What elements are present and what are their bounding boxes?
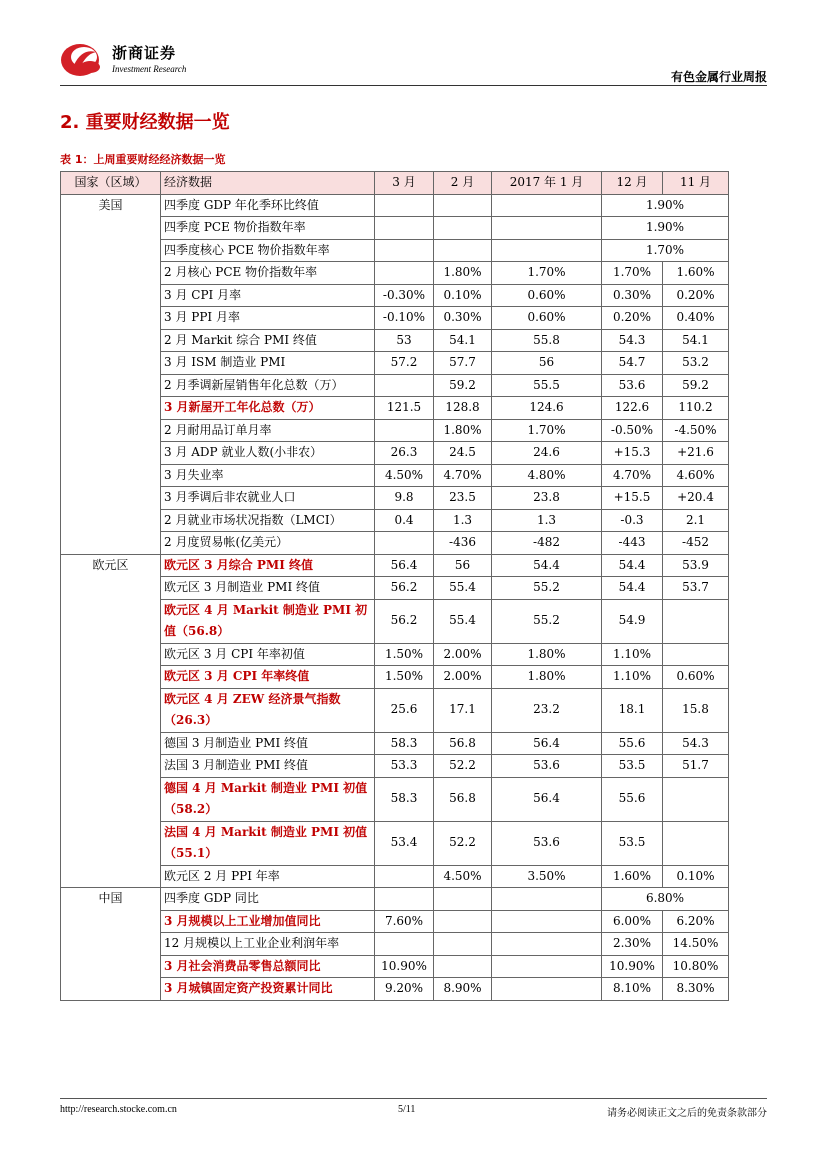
value-cell: 1.3 [492, 509, 602, 532]
country-cell [61, 532, 161, 555]
column-header: 12 月 [602, 172, 663, 195]
indicator-label: 欧元区 3 月制造业 PMI 终值 [161, 577, 375, 600]
value-cell [492, 955, 602, 978]
value-cell [375, 239, 434, 262]
value-cell: 53.4 [375, 821, 434, 865]
value-cell: 57.2 [375, 352, 434, 375]
value-cell: 128.8 [434, 397, 492, 420]
value-cell [375, 194, 434, 217]
value-cell: 56.4 [375, 554, 434, 577]
value-cell [434, 910, 492, 933]
value-cell: 0.20% [663, 284, 729, 307]
value-cell: 1.60% [602, 865, 663, 888]
value-cell: 4.70% [602, 464, 663, 487]
value-cell: 58.3 [375, 732, 434, 755]
table-row [61, 284, 729, 307]
indicator-label: 四季度 GDP 年化季环比终值 [161, 194, 375, 217]
column-header: 经济数据 [161, 172, 375, 195]
footer-disclaimer: 请务必阅读正文之后的免责条款部分 [607, 1108, 767, 1119]
indicator-label: 3 月社会消费品零售总额同比 [161, 955, 375, 978]
value-cell: 10.80% [663, 955, 729, 978]
table-row [61, 688, 729, 732]
value-cell: 1.50% [375, 643, 434, 666]
value-cell: -4.50% [663, 419, 729, 442]
country-cell [61, 262, 161, 285]
merged-value-cell: 1.90% [602, 194, 729, 217]
value-cell: -436 [434, 532, 492, 555]
value-cell: 24.5 [434, 442, 492, 465]
value-cell: 0.20% [602, 307, 663, 330]
value-cell: 54.1 [434, 329, 492, 352]
value-cell: 56.4 [492, 777, 602, 821]
table-row [61, 307, 729, 330]
value-cell: 14.50% [663, 933, 729, 956]
company-name-cn: 浙商证券 [112, 44, 177, 62]
value-cell: 121.5 [375, 397, 434, 420]
country-cell [61, 487, 161, 510]
header-divider [60, 85, 767, 86]
indicator-label: 2 月季调新屋销售年化总数（万） [161, 374, 375, 397]
value-cell: 56 [434, 554, 492, 577]
indicator-label: 2 月核心 PCE 物价指数年率 [161, 262, 375, 285]
table-row [61, 821, 729, 865]
value-cell: 53.5 [602, 821, 663, 865]
column-header: 3 月 [375, 172, 434, 195]
indicator-label: 3 月城镇固定资产投资累计同比 [161, 978, 375, 1001]
value-cell: 15.8 [663, 688, 729, 732]
table-header-row [61, 172, 729, 195]
value-cell: 1.80% [492, 643, 602, 666]
table-row [61, 239, 729, 262]
indicator-label: 3 月 ISM 制造业 PMI [161, 352, 375, 375]
value-cell [663, 821, 729, 865]
table-row [61, 329, 729, 352]
value-cell: 53.3 [375, 755, 434, 778]
indicator-label: 四季度 PCE 物价指数年率 [161, 217, 375, 240]
table-row [61, 777, 729, 821]
table-row [61, 933, 729, 956]
indicator-label: 法国 3 月制造业 PMI 终值 [161, 755, 375, 778]
value-cell: 53.7 [663, 577, 729, 600]
value-cell: 124.6 [492, 397, 602, 420]
country-cell [61, 419, 161, 442]
indicator-label: 德国 4 月 Markit 制造业 PMI 初值（58.2） [161, 777, 375, 821]
country-cell [61, 688, 161, 732]
value-cell: 53.9 [663, 554, 729, 577]
table-row [61, 599, 729, 643]
footer-divider [60, 1098, 767, 1099]
value-cell: 0.60% [492, 284, 602, 307]
value-cell: 8.10% [602, 978, 663, 1001]
country-cell [61, 352, 161, 375]
report-title: 有色金属行业周报 [670, 70, 767, 84]
value-cell: 4.60% [663, 464, 729, 487]
indicator-label: 2 月就业市场状况指数（LMCI） [161, 509, 375, 532]
value-cell: 0.30% [434, 307, 492, 330]
country-cell [61, 329, 161, 352]
value-cell [663, 599, 729, 643]
value-cell: 52.2 [434, 755, 492, 778]
value-cell: 0.4 [375, 509, 434, 532]
indicator-label: 欧元区 3 月综合 PMI 终值 [161, 554, 375, 577]
table-row [61, 888, 729, 911]
value-cell: 122.6 [602, 397, 663, 420]
country-cell [61, 442, 161, 465]
value-cell: 1.70% [602, 262, 663, 285]
value-cell: -452 [663, 532, 729, 555]
value-cell: 17.1 [434, 688, 492, 732]
value-cell: -0.10% [375, 307, 434, 330]
value-cell [492, 888, 602, 911]
value-cell [492, 910, 602, 933]
value-cell: 3.50% [492, 865, 602, 888]
country-cell [61, 397, 161, 420]
value-cell: 0.40% [663, 307, 729, 330]
indicator-label: 3 月失业率 [161, 464, 375, 487]
page-number: 5/11 [398, 1104, 416, 1115]
value-cell [434, 194, 492, 217]
table-row [61, 487, 729, 510]
value-cell: 1.80% [434, 419, 492, 442]
country-cell: 中国 [61, 888, 161, 911]
value-cell: 56.4 [492, 732, 602, 755]
value-cell: 10.90% [602, 955, 663, 978]
country-cell [61, 577, 161, 600]
country-cell [61, 978, 161, 1001]
table-row [61, 865, 729, 888]
country-cell [61, 666, 161, 689]
value-cell: 54.4 [602, 554, 663, 577]
table-row [61, 509, 729, 532]
indicator-label: 欧元区 4 月 ZEW 经济景气指数（26.3） [161, 688, 375, 732]
column-header: 国家（区域） [61, 172, 161, 195]
value-cell [434, 888, 492, 911]
value-cell: 1.80% [434, 262, 492, 285]
value-cell: 55.2 [492, 599, 602, 643]
table-row [61, 419, 729, 442]
value-cell: 4.70% [434, 464, 492, 487]
value-cell: 10.90% [375, 955, 434, 978]
indicator-label: 德国 3 月制造业 PMI 终值 [161, 732, 375, 755]
country-cell: 美国 [61, 194, 161, 217]
column-header: 2017 年 1 月 [492, 172, 602, 195]
page-header [60, 38, 767, 88]
merged-value-cell: 6.80% [602, 888, 729, 911]
value-cell: 2.30% [602, 933, 663, 956]
column-header: 11 月 [663, 172, 729, 195]
value-cell: 54.7 [602, 352, 663, 375]
country-cell [61, 374, 161, 397]
value-cell: 23.8 [492, 487, 602, 510]
table-row [61, 262, 729, 285]
country-cell [61, 910, 161, 933]
value-cell [375, 419, 434, 442]
indicator-label: 3 月季调后非农就业人口 [161, 487, 375, 510]
value-cell [375, 888, 434, 911]
table-row [61, 755, 729, 778]
indicator-label: 3 月 CPI 月率 [161, 284, 375, 307]
value-cell: 58.3 [375, 777, 434, 821]
merged-value-cell: 1.90% [602, 217, 729, 240]
value-cell: 9.20% [375, 978, 434, 1001]
value-cell: 0.60% [663, 666, 729, 689]
country-cell [61, 643, 161, 666]
value-cell: 0.10% [663, 865, 729, 888]
value-cell: 4.50% [434, 865, 492, 888]
table-row [61, 352, 729, 375]
value-cell [492, 239, 602, 262]
value-cell [492, 933, 602, 956]
value-cell: 6.20% [663, 910, 729, 933]
value-cell [434, 239, 492, 262]
value-cell: 55.6 [602, 777, 663, 821]
value-cell: 56.8 [434, 777, 492, 821]
value-cell: 54.4 [602, 577, 663, 600]
indicator-label: 欧元区 3 月 CPI 年率初值 [161, 643, 375, 666]
value-cell: 53 [375, 329, 434, 352]
value-cell: 8.30% [663, 978, 729, 1001]
value-cell: 59.2 [434, 374, 492, 397]
value-cell [663, 777, 729, 821]
value-cell: 57.7 [434, 352, 492, 375]
value-cell: 1.80% [492, 666, 602, 689]
value-cell: 4.50% [375, 464, 434, 487]
value-cell: 23.5 [434, 487, 492, 510]
country-cell [61, 732, 161, 755]
value-cell [434, 217, 492, 240]
country-cell [61, 821, 161, 865]
value-cell [434, 955, 492, 978]
value-cell: 26.3 [375, 442, 434, 465]
value-cell: 1.3 [434, 509, 492, 532]
footer-url[interactable]: http://research.stocke.com.cn [60, 1104, 177, 1115]
country-cell [61, 284, 161, 307]
value-cell: 23.2 [492, 688, 602, 732]
table-row [61, 464, 729, 487]
value-cell: 24.6 [492, 442, 602, 465]
merged-value-cell: 1.70% [602, 239, 729, 262]
value-cell: 55.4 [434, 599, 492, 643]
indicator-label: 四季度 GDP 同比 [161, 888, 375, 911]
value-cell: 1.60% [663, 262, 729, 285]
value-cell [492, 194, 602, 217]
table-row [61, 955, 729, 978]
table-row [61, 554, 729, 577]
value-cell: 56.8 [434, 732, 492, 755]
country-cell [61, 933, 161, 956]
country-cell [61, 865, 161, 888]
table-row [61, 194, 729, 217]
value-cell: 55.5 [492, 374, 602, 397]
column-header: 2 月 [434, 172, 492, 195]
value-cell: 1.70% [492, 262, 602, 285]
value-cell: 8.90% [434, 978, 492, 1001]
table-row [61, 910, 729, 933]
value-cell: 51.7 [663, 755, 729, 778]
value-cell [663, 643, 729, 666]
value-cell [375, 532, 434, 555]
value-cell: 1.10% [602, 666, 663, 689]
value-cell: 54.9 [602, 599, 663, 643]
table-caption: 表 1：上周重要财经经济数据一览 [60, 153, 226, 166]
table-row [61, 442, 729, 465]
value-cell: 0.60% [492, 307, 602, 330]
value-cell: 110.2 [663, 397, 729, 420]
country-cell [61, 955, 161, 978]
value-cell: -443 [602, 532, 663, 555]
value-cell [492, 217, 602, 240]
value-cell: 56.2 [375, 577, 434, 600]
table-row [61, 978, 729, 1001]
indicator-label: 3 月 ADP 就业人数(小非农） [161, 442, 375, 465]
table-row [61, 397, 729, 420]
value-cell: 53.6 [492, 821, 602, 865]
value-cell: 53.6 [602, 374, 663, 397]
value-cell [375, 933, 434, 956]
value-cell: 56.2 [375, 599, 434, 643]
value-cell: -0.50% [602, 419, 663, 442]
table-row [61, 532, 729, 555]
country-cell [61, 777, 161, 821]
value-cell [492, 978, 602, 1001]
value-cell: 2.00% [434, 666, 492, 689]
indicator-label: 2 月耐用品订单月率 [161, 419, 375, 442]
section-title: 2. 重要财经数据一览 [60, 112, 230, 133]
table-row [61, 577, 729, 600]
value-cell: 56 [492, 352, 602, 375]
value-cell: 55.8 [492, 329, 602, 352]
indicator-label: 法国 4 月 Markit 制造业 PMI 初值（55.1） [161, 821, 375, 865]
indicator-label: 欧元区 2 月 PPI 年率 [161, 865, 375, 888]
indicator-label: 2 月 Markit 综合 PMI 终值 [161, 329, 375, 352]
country-cell [61, 755, 161, 778]
value-cell: -0.30% [375, 284, 434, 307]
indicator-label: 3 月新屋开工年化总数（万） [161, 397, 375, 420]
value-cell: 54.4 [492, 554, 602, 577]
value-cell: 55.2 [492, 577, 602, 600]
value-cell: -0.3 [602, 509, 663, 532]
value-cell: 4.80% [492, 464, 602, 487]
company-logo-icon [60, 40, 106, 78]
indicator-label: 3 月规模以上工业增加值同比 [161, 910, 375, 933]
value-cell: 52.2 [434, 821, 492, 865]
country-cell [61, 307, 161, 330]
indicator-label: 四季度核心 PCE 物价指数年率 [161, 239, 375, 262]
value-cell: 53.2 [663, 352, 729, 375]
indicator-label: 欧元区 4 月 Markit 制造业 PMI 初值（56.8） [161, 599, 375, 643]
indicator-label: 3 月 PPI 月率 [161, 307, 375, 330]
indicator-label: 欧元区 3 月 CPI 年率终值 [161, 666, 375, 689]
value-cell: 53.5 [602, 755, 663, 778]
value-cell: 0.30% [602, 284, 663, 307]
value-cell: 18.1 [602, 688, 663, 732]
value-cell: +15.5 [602, 487, 663, 510]
value-cell: 25.6 [375, 688, 434, 732]
company-name-en: Investment Research [112, 64, 187, 74]
indicator-label: 12 月规模以上工业企业利润年率 [161, 933, 375, 956]
value-cell: +15.3 [602, 442, 663, 465]
economic-data-table [60, 171, 729, 1001]
value-cell: 7.60% [375, 910, 434, 933]
value-cell: 53.6 [492, 755, 602, 778]
value-cell [434, 933, 492, 956]
value-cell: 1.50% [375, 666, 434, 689]
value-cell: 6.00% [602, 910, 663, 933]
value-cell: 54.3 [602, 329, 663, 352]
value-cell: 54.1 [663, 329, 729, 352]
indicator-label: 2 月度贸易帐(亿美元） [161, 532, 375, 555]
value-cell: 59.2 [663, 374, 729, 397]
country-cell [61, 509, 161, 532]
value-cell: +20.4 [663, 487, 729, 510]
value-cell: -482 [492, 532, 602, 555]
value-cell: 2.00% [434, 643, 492, 666]
value-cell: 54.3 [663, 732, 729, 755]
table-row [61, 732, 729, 755]
country-cell: 欧元区 [61, 554, 161, 577]
value-cell: 55.4 [434, 577, 492, 600]
value-cell [375, 865, 434, 888]
table-row [61, 643, 729, 666]
table-row [61, 666, 729, 689]
value-cell: +21.6 [663, 442, 729, 465]
value-cell: 2.1 [663, 509, 729, 532]
table-row [61, 374, 729, 397]
value-cell: 9.8 [375, 487, 434, 510]
country-cell [61, 464, 161, 487]
value-cell: 0.10% [434, 284, 492, 307]
table-row [61, 217, 729, 240]
country-cell [61, 599, 161, 643]
value-cell [375, 217, 434, 240]
value-cell: 55.6 [602, 732, 663, 755]
value-cell [375, 374, 434, 397]
country-cell [61, 239, 161, 262]
value-cell: 1.10% [602, 643, 663, 666]
value-cell: 1.70% [492, 419, 602, 442]
value-cell [375, 262, 434, 285]
country-cell [61, 217, 161, 240]
